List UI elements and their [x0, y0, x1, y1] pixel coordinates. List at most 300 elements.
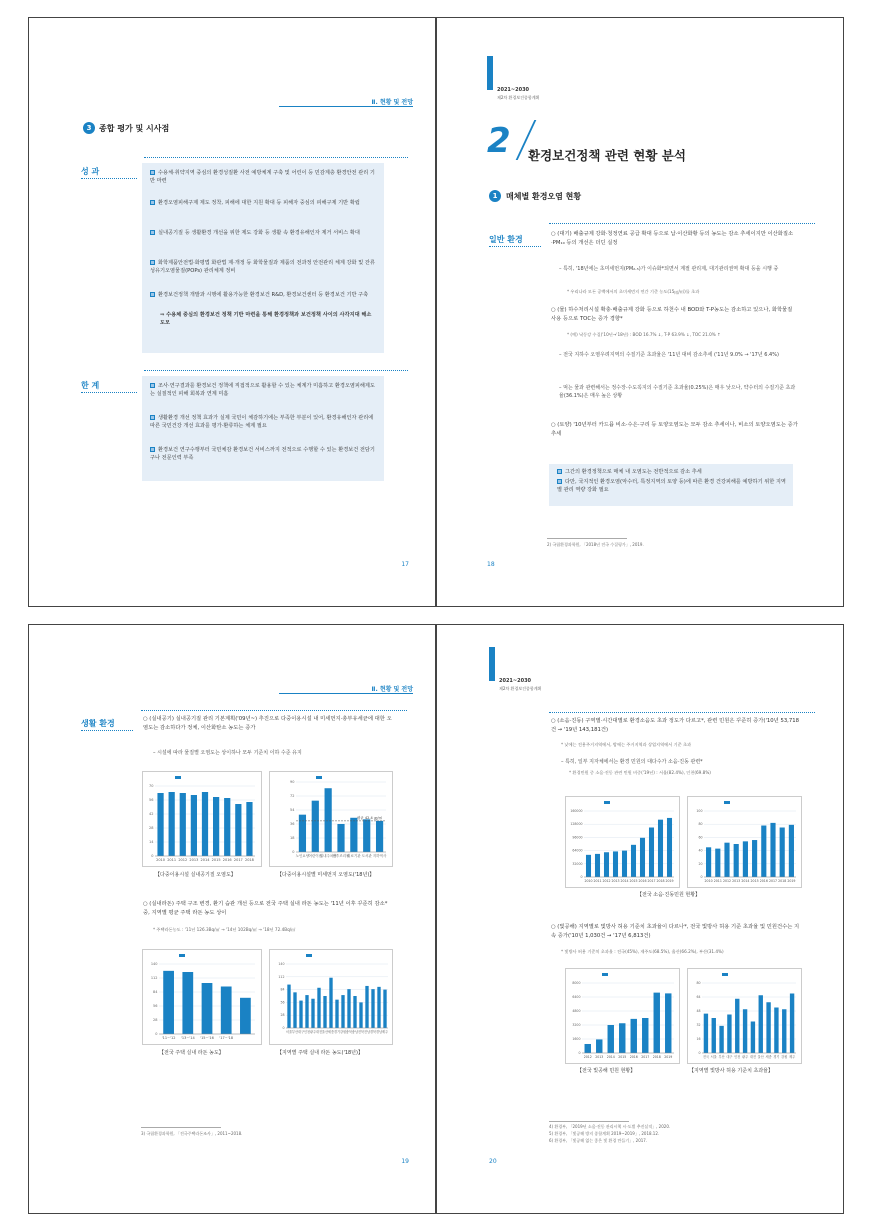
x-tick-label: 2018 [244, 858, 254, 862]
bar [752, 840, 757, 877]
section-number-badge: 1 [489, 190, 501, 202]
chart-indoor-air [142, 771, 262, 867]
x-tick-label: 2016 [629, 1055, 638, 1059]
y-tick-label: 28 [149, 826, 154, 830]
bullet-square-icon [150, 230, 155, 235]
y-tick-label: 0 [282, 1026, 285, 1030]
bar [704, 1014, 708, 1053]
chart-facility-pm [269, 771, 393, 867]
chart-caption: 【전국 빛공해 민원 현황】 [577, 1068, 636, 1074]
bar [182, 972, 193, 1034]
plan-name: 제2차 환경보건종합계획 [499, 686, 542, 691]
section-title: 매체별 환경오염 현황 [506, 192, 582, 201]
x-tick-label: 2017 [641, 1055, 650, 1059]
bar [213, 797, 219, 856]
bar [169, 792, 175, 856]
water-sub2: – 먹는 물과 관련해서는 정수장·수도꼭지의 수질기준 초과율(0.25%)은 매우 낮으나, 약수터의 수질기준 초과율(36.1%)은 매우 높은 상황 [559, 385, 796, 400]
x-tick-label: 의료기관 [347, 854, 361, 858]
bullet-square-icon [150, 200, 155, 205]
x-tick-label: 2011 [713, 879, 722, 883]
bar [751, 1022, 755, 1054]
chart-radon-regional [269, 949, 393, 1045]
chart-svg [566, 797, 679, 887]
x-tick-label: 2014 [741, 879, 750, 883]
x-tick-label: 광주 [309, 1030, 317, 1034]
reference-label: 평균 42.4 ㎍/㎥ [357, 815, 382, 820]
chapter-title: 환경보건정책 관련 현황 분석 [528, 148, 686, 163]
y-tick-label: 112 [278, 974, 285, 979]
radon-paragraph: ○ (실내라돈) 주택 구조 변경, 환기 습관 개선 등으로 전국 주택 실내 라돈 농도는 '11년 이후 꾸준히 감소* 중, 지역별 평균 주택 라돈 농도 상이 [143, 901, 388, 916]
x-tick-label: 강원 [781, 1055, 788, 1059]
y-tick-label: 128000 [570, 822, 583, 827]
light-note: * 빛방사 허용 기준치 초과율 : 전국(45%), 제주도(68.5%), 울산(66.2%), 부산(31.4%) [561, 949, 724, 954]
indoor-paragraph: ○ (실내공기) 실내공기질 관리 기본계획('09년~) 추진으로 다중이용시설 내 미세먼지·총부유세균에 대한 오염도는 감소하다가 정체, 이산화탄소 농도는 증가 [143, 716, 392, 731]
x-tick-label: 세종 [765, 1055, 772, 1059]
x-tick-label: '13~'14 [180, 1036, 195, 1040]
bar [202, 792, 208, 856]
x-tick-label: 2015 [750, 879, 759, 883]
y-tick-label: 40 [698, 848, 703, 853]
plan-years: 2021~2030 [499, 678, 532, 684]
x-tick-label: 경남 [375, 1030, 383, 1034]
x-tick-label: 2014 [606, 1055, 615, 1059]
bar [325, 788, 332, 852]
bullet-square-icon [150, 383, 155, 388]
box-divider [144, 370, 408, 371]
limit-item: 생활환경 개선 정책 효과가 실제 국민이 체감하기에는 부족한 부분이 있어, 환경유해인자 관리에 따른 국민건강 개선 효과를 평가·환류하는 체계 필요 [150, 415, 374, 430]
y-tick-label: 0 [700, 875, 703, 879]
bar [631, 845, 636, 877]
bar [329, 978, 332, 1028]
x-tick-label: 울산 [321, 1030, 329, 1034]
bar [359, 1002, 362, 1028]
label-divider [81, 392, 137, 393]
bar [341, 995, 344, 1028]
footnote: 4) 환경부, 「2019년 소음·진동 관리시책 시·도별 추진실적」, 2020. [549, 1124, 671, 1129]
bar [180, 793, 186, 856]
bar [665, 993, 671, 1053]
bar [353, 996, 356, 1028]
y-tick-label: 32000 [572, 861, 583, 866]
page-20 [436, 624, 844, 1214]
header-accent-bar [487, 56, 493, 90]
bar [350, 818, 357, 852]
x-tick-label: 2010 [584, 879, 593, 883]
bar [735, 999, 739, 1053]
bar [311, 999, 314, 1028]
label-divider [81, 730, 133, 731]
indoor-sub: – 시설에 따라 물질별 오염도는 상이하나 모두 기준치 이하 수준 유지 [153, 750, 302, 756]
bullet-square-icon [150, 260, 155, 265]
bar [240, 998, 251, 1034]
y-tick-label: 4800 [572, 1009, 581, 1013]
y-tick-label: 84 [280, 987, 285, 992]
y-tick-label: 42 [149, 812, 154, 816]
y-tick-label: 36 [290, 822, 295, 826]
limit-label: 한 계 [81, 381, 100, 390]
noise-note: * 낮에는 전용주거지역에서, 밤에는 주거지역과 상업지역에서 기준 초과 [561, 742, 692, 747]
bar [586, 855, 591, 877]
x-tick-label: 2011 [167, 858, 177, 862]
bar [619, 1023, 625, 1053]
bar [774, 1008, 778, 1054]
bar [654, 993, 660, 1053]
bar [761, 826, 766, 877]
bar [631, 1019, 637, 1053]
bar [595, 854, 600, 877]
y-tick-label: 1600 [572, 1037, 581, 1041]
bar [640, 838, 645, 877]
x-tick-label: 강원 [339, 1030, 347, 1034]
bar [715, 849, 720, 877]
y-tick-label: 28 [153, 1018, 158, 1022]
y-tick-label: 84 [153, 990, 158, 994]
y-tick-label: 48 [696, 1009, 701, 1013]
y-tick-label: 64000 [572, 848, 583, 853]
x-tick-label: 2013 [732, 879, 741, 883]
y-tick-label: 54 [290, 808, 295, 812]
footnote: 3) 국립환경과학원, 「전국주택라돈조사」, 2011~2018. [141, 1131, 243, 1136]
limit-item: 조사·연구결과를 환경보건 정책에 직접적으로 활용할 수 있는 체계가 미흡하고 환경오염피해제도는 실질적인 피해 회복과 연계 미흡 [150, 383, 375, 398]
x-tick-label: 2013 [611, 879, 620, 883]
bar [287, 985, 290, 1028]
air-paragraph: ○ (대기) 배출규제 강화·청정연료 공급 확대 등으로 납·이산화황 등의 농도는 감소 추세이지만 이산화질소·PM₁₀ 등의 개선은 더딘 실정 [551, 231, 794, 246]
plan-years: 2021~2030 [497, 87, 530, 93]
bar [622, 851, 627, 877]
chart-caption: 【다중이용시설별 미세먼지 오염도('18년)】 [277, 872, 375, 878]
y-tick-label: 0 [155, 1032, 158, 1036]
bar [770, 823, 775, 877]
x-tick-label: 2019 [665, 879, 674, 883]
running-header: Ⅱ. 현황 및 전망 [371, 686, 413, 693]
bar [649, 828, 654, 878]
x-tick-label: 산후조리원 [332, 854, 350, 858]
chart-svg [143, 950, 261, 1044]
chart-svg [566, 969, 679, 1063]
bar [712, 1018, 716, 1053]
x-tick-label: 2016 [638, 879, 647, 883]
x-tick-label: '17~'18 [219, 1036, 234, 1040]
legend-swatch [724, 801, 730, 804]
footnote: 5) 환경부, 「빛공해 방지 종합계획 2019~2019」, 2018.12. [549, 1131, 660, 1136]
page-number: 20 [489, 1158, 497, 1165]
x-tick-label: 충남 [351, 1030, 359, 1034]
x-tick-label: 제주 [788, 1055, 796, 1059]
x-tick-label: 2012 [178, 858, 188, 862]
x-tick-label: 2010 [704, 879, 713, 883]
x-tick-label: 2018 [652, 1055, 661, 1059]
chart-caption: 【지역별 주택 실내 라돈 농도('18년)】 [277, 1050, 363, 1056]
bar [224, 798, 230, 856]
chart-svg [270, 950, 392, 1044]
x-tick-label: 2018 [656, 879, 665, 883]
bar [790, 994, 794, 1054]
noise-note2: * 환경민원 중 소음·진동 관련 민원 비중('19년) : 서울(82.4%), 인천(69.8%) [569, 770, 711, 775]
x-tick-label: 인천 [303, 1030, 311, 1034]
general-env-label: 일반 환경 [489, 235, 523, 244]
chapter-number: 2 [487, 121, 511, 161]
air-note: * 우리나라 모든 공백에서의 초미세먼지 연간 기준 농도(15㎍/㎥)를 초과 [567, 289, 700, 294]
chart-radon-national [142, 949, 262, 1045]
summary-item: 다만, 국지적인 환경오염(악수터, 특정지역의 토양 등)에 따른 환경 건강피해를 예방하기 위한 지역별 관리 역량 강화 필요 [557, 479, 786, 494]
bar [642, 1018, 648, 1053]
x-tick-label: 전북 [357, 1030, 365, 1034]
text-divider [141, 710, 407, 711]
x-tick-label: 전국 [702, 1055, 710, 1059]
water-note: * (예) 낙동강 수질('10년→'18년) : BOD 16.7% ↓, T-P 63.9% ↓, TOC 21.0% ↑ [567, 332, 721, 337]
x-tick-label: '11~'12 [161, 1036, 176, 1040]
y-tick-label: 14 [149, 840, 154, 844]
bar [782, 1009, 786, 1053]
y-tick-label: 80 [698, 822, 703, 827]
limits-box [142, 376, 384, 481]
x-tick-label: 서울 [285, 1030, 293, 1034]
y-tick-label: 80 [696, 981, 701, 985]
bar [667, 818, 672, 877]
chart-caption: 【전국 주택 실내 라돈 농도】 [159, 1050, 224, 1056]
bar [658, 820, 663, 877]
result-item: 환경오염피해구제 제도 정착, 피해에 대한 지원 확대 등 피해자 중심의 피해구제 기반 확립 [150, 199, 378, 207]
x-tick-label: 인천 [734, 1055, 741, 1059]
y-tick-label: 18 [290, 836, 295, 840]
chart-caption: 【다중이용시설 실내공기질 오염도】 [155, 872, 236, 878]
page-number: 18 [487, 561, 495, 568]
x-tick-label: 2014 [200, 858, 210, 862]
y-tick-label: 0 [698, 1051, 701, 1055]
x-tick-label: 부산 [291, 1030, 299, 1034]
soil-paragraph: ○ (토양) '10년부터 카드뮴 비소·수은·구리 등 토양오염도는 모두 감소 추세이나, 비소의 토양오염도는 증가 추세 [551, 422, 798, 437]
bar [235, 804, 241, 856]
y-tick-label: 140 [150, 962, 158, 966]
bar [221, 987, 232, 1035]
bar [719, 1026, 723, 1053]
y-tick-label: 100 [696, 809, 703, 813]
x-tick-label: 2019 [664, 1055, 673, 1059]
running-header: Ⅱ. 현황 및 전망 [371, 99, 413, 106]
noise-paragraph: ○ (소음·진동) 구역별·시간대별로 환경소음도 초과 정도가 다르고*, 관련 민원은 꾸준히 증가('10년 53,718건 → '19년 143,181건) [551, 718, 799, 733]
bar [377, 987, 380, 1028]
x-tick-label: 2015 [618, 1055, 627, 1059]
bullet-square-icon [150, 447, 155, 452]
header-rule [279, 106, 413, 107]
y-tick-label: 6400 [572, 995, 581, 999]
page-19 [28, 624, 436, 1214]
x-tick-label: 2011 [593, 879, 602, 883]
bar [608, 1025, 614, 1053]
header-accent-bar [489, 647, 495, 681]
x-tick-label: 부산 [718, 1055, 725, 1059]
y-tick-label: 60 [698, 835, 703, 840]
bullet-square-icon [557, 479, 562, 484]
y-tick-label: 96000 [572, 835, 583, 840]
x-tick-label: 2014 [620, 879, 629, 883]
chart-svg [688, 969, 801, 1063]
bar [157, 793, 163, 856]
bar [317, 988, 320, 1028]
bar [766, 1002, 770, 1053]
result-item: 실내공기질 등 생활환경 개선을 위한 제도 강화 등 생활 속 환경유해인자 제거 서비스 확대 [150, 229, 378, 237]
section-title: 종합 평가 및 시사점 [99, 124, 170, 133]
page-number: 19 [401, 1158, 409, 1165]
result-item: 수용체·취약지역 중심의 환경성질환 사전 예방체계 구축 및 어린이 등 민감계층 환경안전 관리 기반 마련 [150, 170, 375, 185]
result-conclusion: ⇒ 수용체 중심의 환경보건 정책 기반 마련을 통해 환경정책과 보건정책 사이의 사각지대 해소 도모 [160, 312, 372, 327]
bar [596, 1039, 602, 1053]
x-tick-label: 2016 [222, 858, 232, 862]
y-tick-label: 112 [150, 976, 158, 980]
chart-light-complaints [565, 968, 680, 1064]
footnote-rule [549, 1121, 629, 1122]
bar [734, 844, 739, 877]
bar [337, 824, 344, 852]
bar [706, 847, 711, 877]
footnote: 2) 국립환경과학원, 「2018년 전국 수질평가」, 2019. [547, 542, 644, 547]
radon-note: * 주택라돈농도 : '11년 126.3Bq/㎥ → '14년 102Bq/㎥ → '18년 72.4Bq/㎥ [153, 927, 296, 932]
summary-item: 그간의 환경정책으로 매체 내 오염도는 전반적으로 감소 추세 [557, 468, 787, 476]
page-18 [436, 17, 844, 607]
bar [323, 996, 326, 1028]
y-tick-label: 3200 [572, 1023, 581, 1027]
label-divider [81, 178, 137, 179]
water-paragraph: ○ (물) 하수처리시설 확충·배출규제 강화 등으로 하천수 내 BOD와 T-P농도는 감소하고 있으나, 화학물질 사용 등으로 TOC는 증가 경향* [551, 307, 793, 322]
bar [604, 852, 609, 877]
x-tick-label: 광주 [741, 1055, 749, 1059]
x-tick-label: 제주 [381, 1030, 389, 1034]
y-tick-label: 56 [149, 798, 154, 802]
legend-swatch [175, 776, 181, 779]
x-tick-label: 2012 [602, 879, 611, 883]
box-divider [144, 157, 408, 158]
y-tick-label: 140 [278, 962, 285, 966]
x-tick-label: 경기 [333, 1030, 341, 1034]
result-item: 화학제품안전법·화평법 화관법 제·개정 등 화학물질과 제품의 전과정 안전관리 체계 강화 및 잔류성유기오염물질(POPs) 관리체계 정비 [150, 260, 375, 275]
bar [293, 992, 296, 1028]
y-tick-label: 0 [580, 875, 583, 879]
y-tick-label: 32 [696, 1023, 701, 1027]
x-tick-label: 울산 [757, 1055, 764, 1059]
summary-box [549, 464, 793, 506]
y-tick-label: 56 [280, 1000, 285, 1005]
bar [335, 1000, 338, 1028]
y-tick-label: 0 [578, 1051, 581, 1055]
chart-noise-share [687, 796, 802, 888]
bar [585, 1044, 591, 1053]
result-label: 성 과 [81, 167, 100, 176]
bar [305, 995, 308, 1028]
chart-svg [270, 772, 392, 866]
y-tick-label: 28 [280, 1013, 285, 1018]
chart-caption: 【전국 소음·진동민원 현황】 [637, 892, 701, 898]
legend-swatch [722, 973, 728, 976]
bar [613, 851, 618, 877]
y-tick-label: 16 [696, 1037, 701, 1041]
y-tick-label: 0 [292, 850, 295, 854]
x-tick-label: 2013 [595, 1055, 604, 1059]
x-tick-label: '15~'16 [200, 1036, 214, 1040]
legend-swatch [306, 954, 312, 957]
chart-svg [688, 797, 801, 887]
x-tick-label: 전남 [363, 1030, 371, 1034]
bar [202, 983, 213, 1034]
x-tick-label: 지하역사 [372, 854, 387, 858]
bar [347, 989, 350, 1028]
y-tick-label: 90 [290, 780, 295, 784]
result-item: 환경보건정책 개발과 시행에 활용가능한 환경보건 R&D, 환경보건센터 등 환경보건 기반 구축 [150, 291, 378, 299]
footnote-rule [547, 538, 627, 539]
bar [299, 1001, 302, 1028]
x-tick-label: 노인요양 [295, 854, 310, 858]
noise-sub: – 특히, 일부 지자체에서는 환경 민원의 대다수가 소음·진동 관련* [561, 759, 703, 765]
y-tick-label: 160000 [570, 809, 583, 813]
x-tick-label: 경북 [369, 1030, 377, 1034]
text-divider [549, 712, 815, 713]
bar [312, 801, 319, 852]
results-box [142, 163, 384, 353]
chart-svg [143, 772, 261, 866]
x-tick-label: 2010 [156, 858, 166, 862]
bar [743, 841, 748, 877]
bar [299, 815, 306, 852]
page-17 [28, 17, 436, 607]
bar [727, 1015, 731, 1054]
legend-swatch [179, 954, 185, 957]
water-sub1: – 전국 지하수 오염우려지역의 수질기준 초과율은 '11년 대비 감소추세 ('11년 9.0% → '17년 6.4%) [559, 352, 779, 358]
x-tick-label: 도서관 [361, 854, 372, 858]
y-tick-label: 20 [698, 861, 703, 866]
bullet-square-icon [150, 415, 155, 420]
x-tick-label: 어린이집 [308, 854, 323, 858]
chart-noise-complaints [565, 796, 680, 888]
x-tick-label: 2018 [778, 879, 787, 883]
chart-light-exceed [687, 968, 802, 1064]
bar [759, 995, 763, 1053]
bar [191, 795, 197, 856]
x-tick-label: 대전 [315, 1030, 323, 1034]
y-tick-label: 64 [696, 995, 701, 999]
chart-caption: 【지역별 빛방사 허용 기준치 초과율】 [689, 1068, 773, 1074]
footnote: 6) 환경부, 「빛공해 없는 좋은 빛 환경 만들기」, 2017. [549, 1138, 648, 1143]
x-tick-label: 대전 [749, 1055, 757, 1059]
bar [365, 986, 368, 1028]
text-divider [549, 223, 815, 224]
bar [163, 971, 174, 1034]
air-sub: – 특히, '18년에는 초미세먼지(PM₂.₅)가 이슈화*되면서 계절 관리제, 대기관리권역 확대 등을 시행 중 [559, 266, 779, 272]
bullet-square-icon [150, 170, 155, 175]
x-tick-label: 2017 [768, 879, 778, 883]
x-tick-label: 2015 [211, 858, 221, 862]
x-tick-label: 실내주차장 [319, 854, 337, 858]
label-divider [489, 246, 541, 247]
x-tick-label: 2016 [759, 879, 768, 883]
bullet-square-icon [557, 469, 562, 474]
light-paragraph: ○ (빛공해) 지역별로 빛방사 허용 기준치 초과율이 다르나*, 전국 빛방사 허용 기준 초과율 및 민원건수는 지속 증가('10년 1,030건 → '17년 6,813건) [551, 924, 800, 939]
bar [363, 819, 370, 852]
x-tick-label: 2019 [787, 879, 796, 883]
legend-swatch [316, 776, 322, 779]
x-tick-label: 대구 [297, 1030, 305, 1034]
bar [371, 989, 374, 1028]
page-number: 17 [401, 561, 409, 568]
bar [376, 821, 383, 852]
bar [724, 843, 729, 877]
bar [743, 1009, 747, 1053]
footnote-rule [141, 1127, 221, 1128]
x-tick-label: 서울 [710, 1055, 717, 1059]
legend-swatch [602, 973, 608, 976]
bullet-square-icon [150, 292, 155, 297]
y-tick-label: 70 [149, 784, 154, 788]
section-number-badge: 3 [83, 122, 95, 134]
bar [246, 802, 252, 856]
